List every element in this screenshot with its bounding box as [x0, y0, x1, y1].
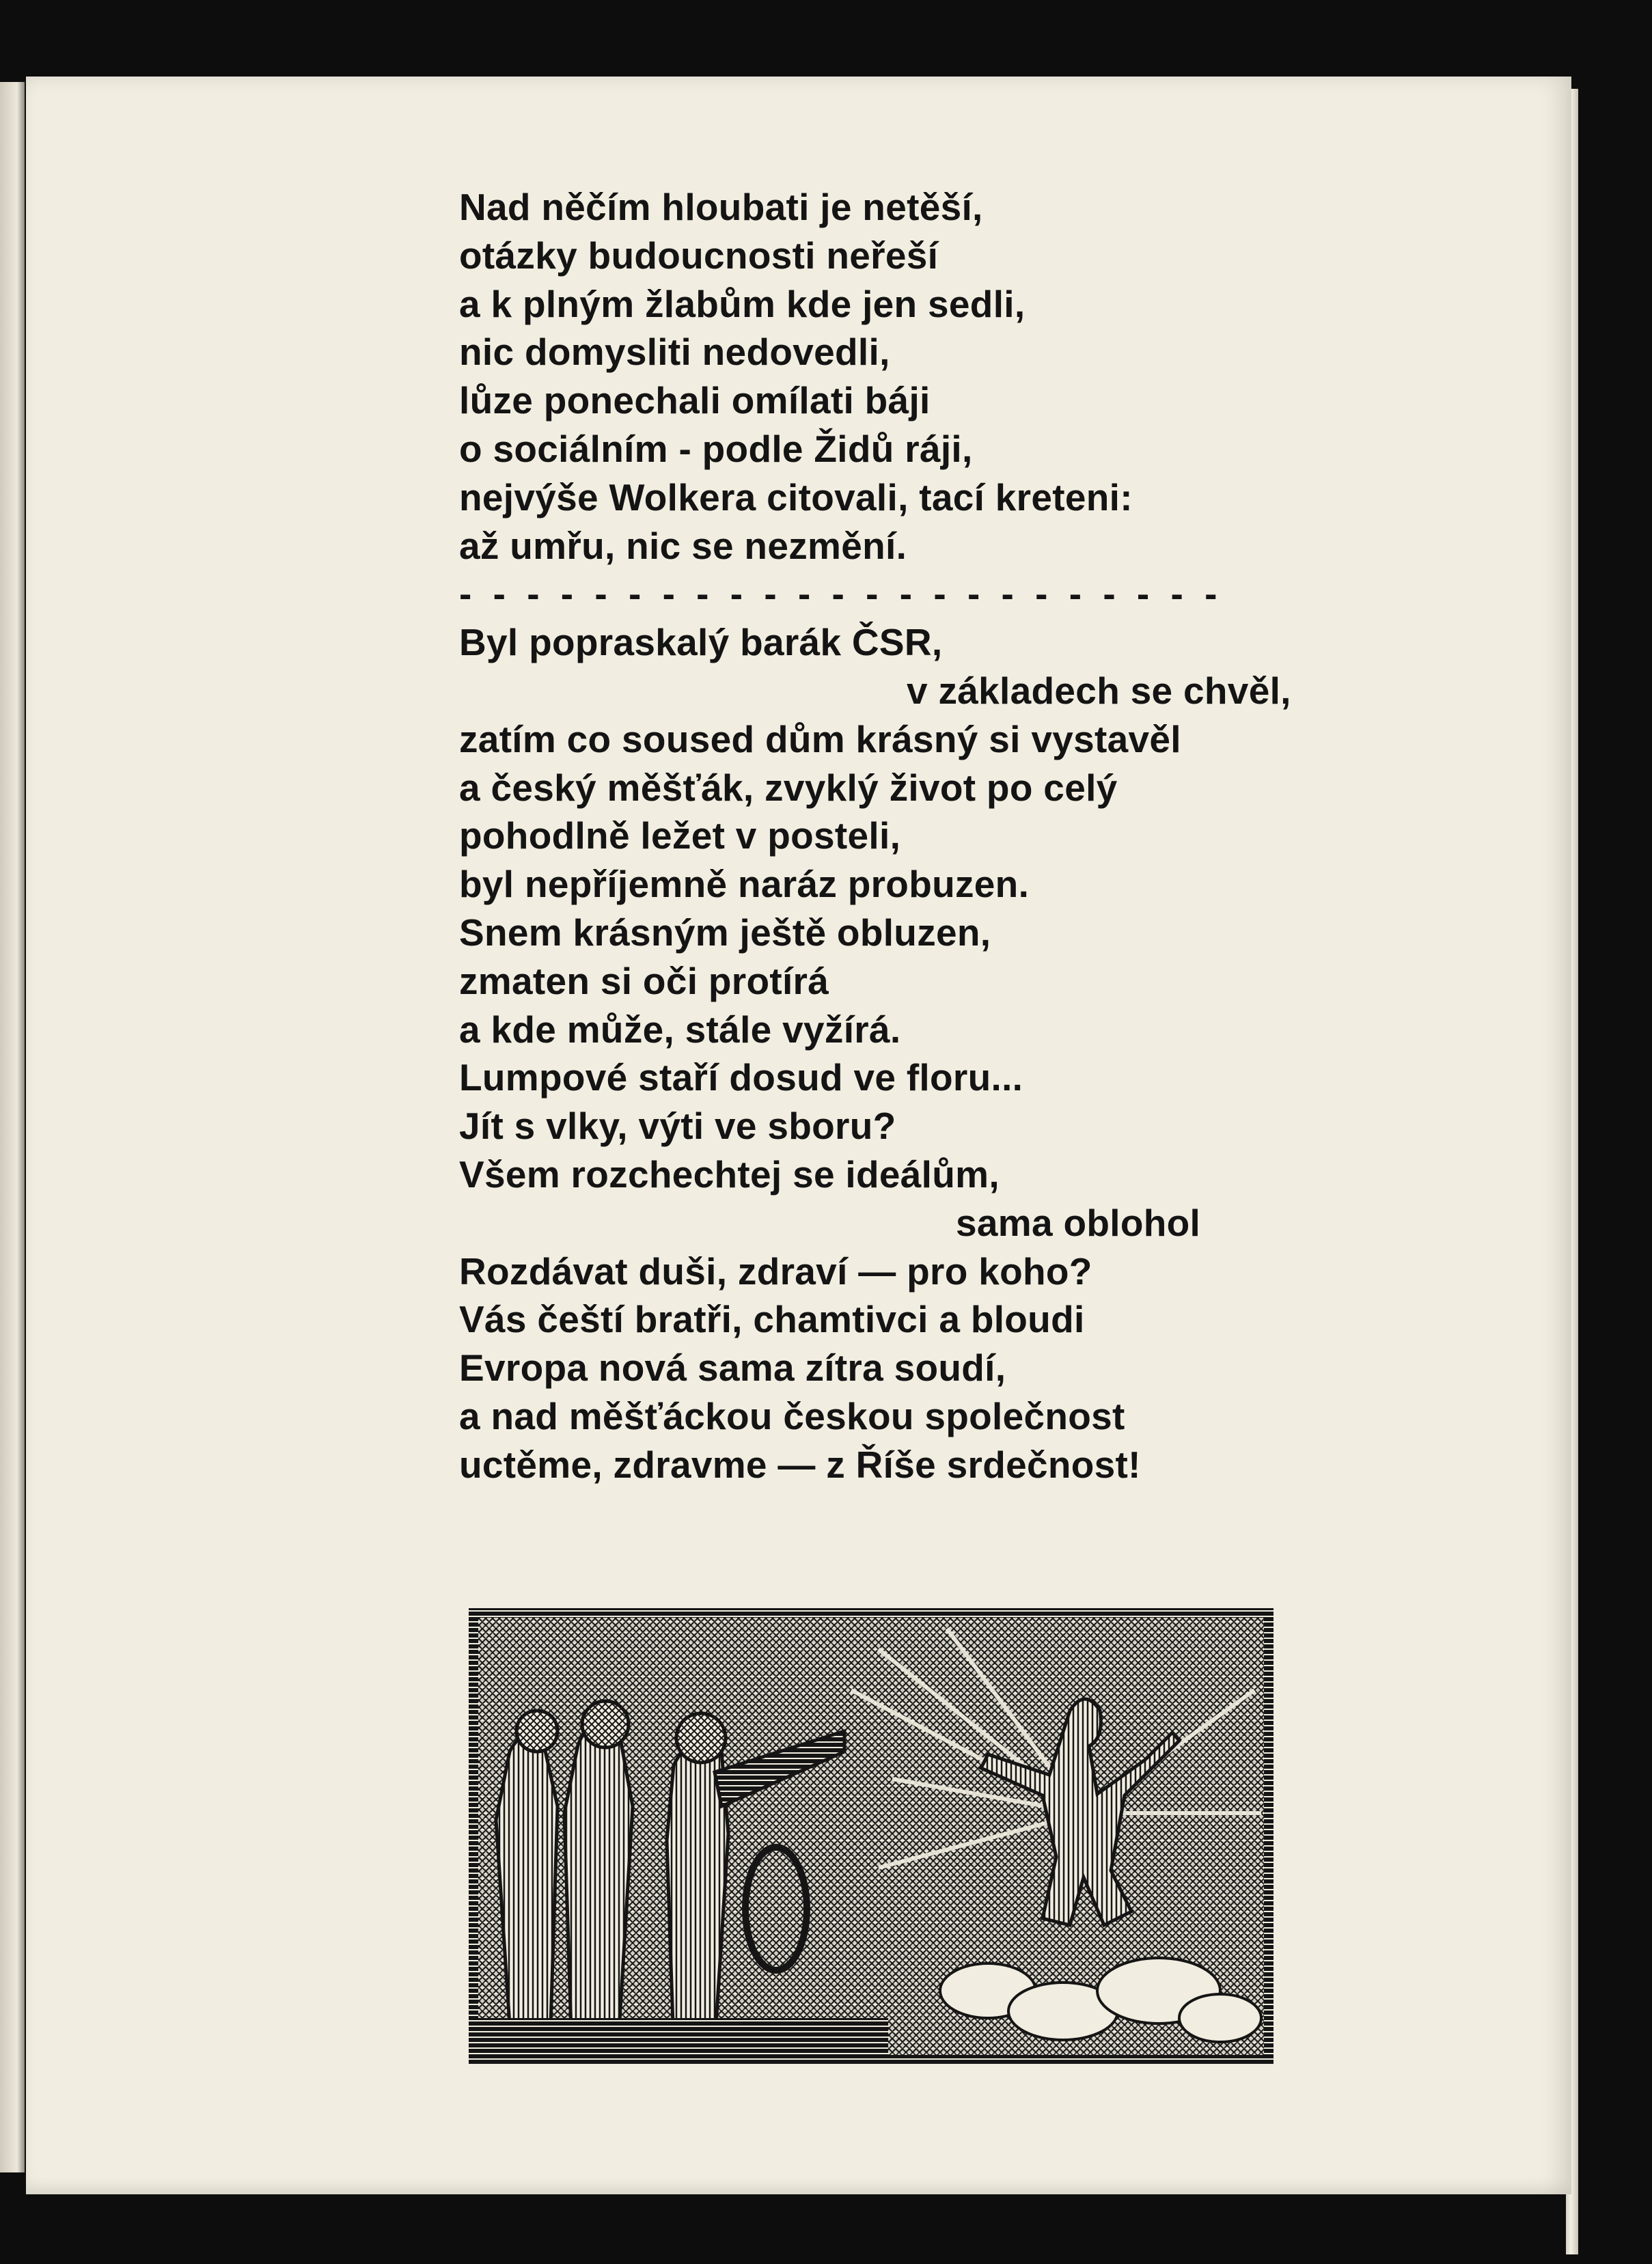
poem-line: Snem krásným ještě obluzen, [459, 911, 991, 954]
poem-line: Jít s vlky, výti ve sboru? [459, 1105, 896, 1148]
poem-line: a kde může, stále vyžírá. [459, 1008, 901, 1051]
poem-line: a k plným žlabům kde jen sedli, [459, 282, 1025, 325]
poem-line: Všem rozchechtej se ideálům, [459, 1152, 1000, 1196]
poem-line: byl nepříjemně naráz probuzen. [459, 863, 1030, 906]
poem-line: a český měšťák, zvyklý život po celý [459, 766, 1118, 809]
poem-line: lůze ponechali omílati báji [459, 379, 931, 422]
poem-line: Lumpové staří dosud ve floru... [459, 1056, 1023, 1099]
poem-line: uctěme, zdravme — z Říše srdečnost! [459, 1443, 1141, 1486]
poem-line: zatím co soused dům krásný si vystavěl [459, 717, 1181, 760]
poem-line: otázky budoucnosti neřeší [459, 234, 939, 277]
section-divider: - - - - - - - - - - - - - - - - - - - - - - - [459, 572, 1223, 616]
poem-line: o sociálním - podle Židů ráji, [459, 427, 973, 470]
poem-line-indented: sama oblohol [956, 1201, 1201, 1244]
left-page-edge [0, 82, 25, 2172]
poem-line: Nad něčím hloubati je netěší, [459, 186, 983, 228]
poem-line: zmaten si oči protírá [459, 959, 829, 1002]
poem-line: pohodlně ležet v posteli, [459, 814, 901, 857]
poem-text [459, 183, 1388, 1489]
poem-line: nic domysliti nedovedli, [459, 331, 890, 374]
poem-line: Evropa nová sama zítra soudí, [459, 1347, 1006, 1390]
poem-line: nejvýše Wolkera citovali, tací kreteni: [459, 475, 1133, 519]
poem-line: Byl popraskalý barák ČSR, [459, 621, 943, 664]
poem-line: Rozdávat duši, zdraví — pro koho? [459, 1250, 1092, 1293]
poem-line-indented: v základech se chvěl, [907, 669, 1291, 712]
poem-line: a nad měšťáckou českou společnost [459, 1394, 1125, 1437]
woodcut-image [469, 1608, 1274, 2065]
poem-line: Vás čeští bratři, chamtivci a bloudi [459, 1298, 1085, 1341]
woodcut-illustration [469, 1608, 1274, 2065]
poem-line: až umřu, nic se nezmění. [459, 524, 907, 567]
